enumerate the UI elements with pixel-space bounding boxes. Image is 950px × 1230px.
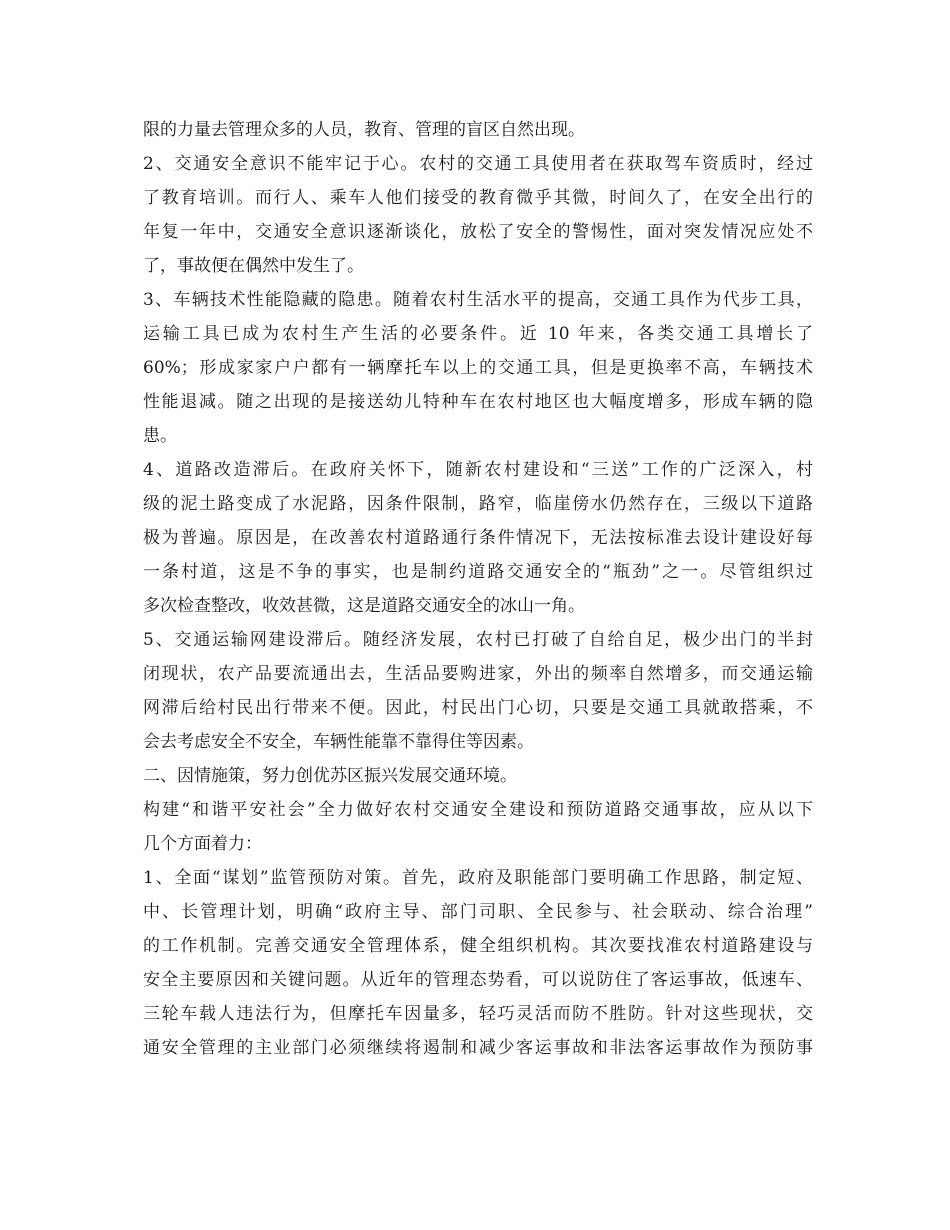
- text-line: 网滞后给村民出行带来不便。因此，村民出门心切，只要是交通工具就敢搭乘，不: [143, 698, 813, 718]
- text-line: 2、交通安全意识不能牢记于心。农村的交通工具使用者在获取驾车资质时，经过: [143, 154, 813, 174]
- text-line: 极为普遍。原因是，在改善农村道路通行条件情况下，无法按标准去设计建设好每: [143, 528, 813, 548]
- text-line: 几个方面着力：: [143, 834, 262, 854]
- text-line: 性能退减。随之出现的是接送幼儿特种车在农村地区也大幅度增多，形成车辆的隐: [143, 392, 813, 412]
- text-line: 运输工具已成为农村生产生活的必要条件。近 10 年来，各类交通工具增长了: [143, 324, 813, 344]
- text-line: 了教育培训。而行人、乘车人他们接受的教育微乎其微，时间久了，在安全出行的: [143, 188, 813, 208]
- document-body: [143, 113, 813, 1065]
- text-line: 4、道路改造滞后。在政府关怀下，随新农村建设和“三送”工作的广泛深入，村: [143, 460, 813, 480]
- text-line: 会去考虑安全不安全，车辆性能靠不靠得住等因素。: [143, 732, 534, 752]
- text-line: 多次检查整改，收效甚微，这是道路交通安全的冰山一角。: [143, 596, 585, 616]
- text-line: 限的力量去管理众多的人员，教育、管理的盲区自然出现。: [143, 120, 585, 140]
- text-line: 年复一年中，交通安全意识逐渐谈化，放松了安全的警惕性，面对突发情况应处不: [143, 222, 813, 242]
- text-line: 安全主要原因和关键问题。从近年的管理态势看，可以说防住了客运事故，低速车、: [143, 970, 813, 990]
- text-line: 中、长管理计划，明确“政府主导、部门司职、全民参与、社会联动、综合治理”: [143, 902, 813, 922]
- text-line: 通安全管理的主业部门必须继续将遏制和减少客运事故和非法客运事故作为预防事: [143, 1038, 813, 1058]
- text-line: 闭现状，农产品要流通出去，生活品要购进家，外出的频率自然增多，而交通运输: [143, 664, 813, 684]
- text-line: 级的泥土路变成了水泥路，因条件限制，路窄，临崖傍水仍然存在，三级以下道路: [143, 494, 813, 514]
- text-line: 患。: [143, 426, 177, 446]
- text-line: 60%；形成家家户户都有一辆摩托车以上的交通工具，但是更换率不高，车辆技术: [143, 358, 813, 378]
- text-line: 1、全面“谋划”监管预防对策。首先，政府及职能部门要明确工作思路，制定短、: [143, 868, 813, 888]
- text-line: 构建“和谐平安社会”全力做好农村交通安全建设和预防道路交通事故，应从以下: [143, 800, 813, 820]
- text-line: 3、车辆技术性能隐藏的隐患。随着农村生活水平的提高，交通工具作为代步工具，: [143, 290, 813, 310]
- text-line: 二、因情施策，努力创优苏区振兴发展交通环境。: [143, 766, 517, 786]
- text-line: 5、交通运输网建设滞后。随经济发展，农村已打破了自给自足，极少出门的半封: [143, 630, 813, 650]
- text-line: 的工作机制。完善交通安全管理体系，健全组织机构。其次要找准农村道路建设与: [143, 936, 813, 956]
- text-line: 一条村道，这是不争的事实，也是制约道路交通安全的“瓶劲”之一。尽管组织过: [143, 562, 813, 582]
- text-line: 三轮车载人违法行为，但摩托车因量多，轻巧灵活而防不胜防。针对这些现状，交: [143, 1004, 813, 1024]
- text-line: 了，事故便在偶然中发生了。: [143, 256, 364, 276]
